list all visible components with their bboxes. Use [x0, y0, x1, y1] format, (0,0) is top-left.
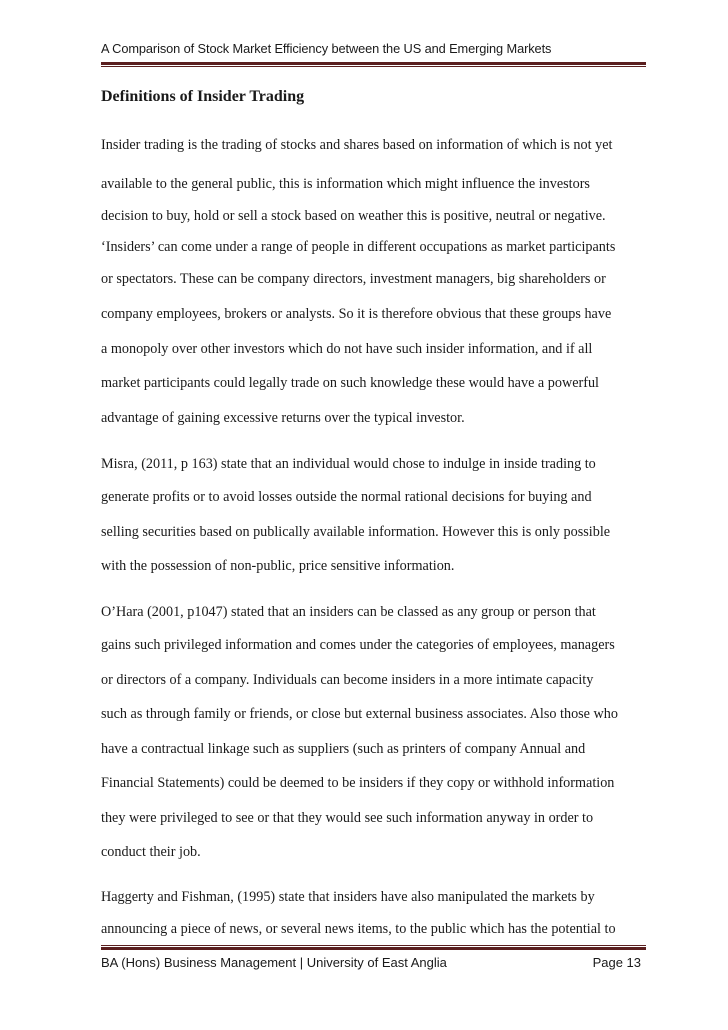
- body-line: Financial Statements) could be deemed to be insiders if they copy or withhold information: [101, 775, 615, 791]
- body-line: or directors of a company. Individuals can become insiders in a more intimate capacity: [101, 672, 594, 688]
- body-line: advantage of gaining excessive returns over the typical investor.: [101, 410, 465, 426]
- body-line: selling securities based on publically available information. However this is only possible: [101, 524, 611, 540]
- body-line: have a contractual linkage such as suppliers (such as printers of company Annual and: [101, 741, 586, 757]
- footer-rule-thin: [101, 945, 646, 946]
- body-line: Misra, (2011, p 163) state that an individual would chose to indulge in inside trading to: [101, 456, 596, 472]
- section-title: Definitions of Insider Trading: [101, 88, 305, 105]
- header-rule-thin: [101, 66, 646, 67]
- body-line: company employees, brokers or analysts. So it is therefore obvious that these groups have: [101, 306, 612, 322]
- body-line: Haggerty and Fishman, (1995) state that insiders have also manipulated the markets by: [101, 889, 595, 905]
- footer-course: BA (Hons) Business Management | University of East Anglia: [101, 955, 447, 970]
- body-line: or spectators. These can be company directors, investment managers, big shareholders or: [101, 271, 606, 287]
- body-line: a monopoly over other investors which do not have such insider information, and if all: [101, 341, 593, 357]
- body-line: gains such privileged information and comes under the categories of employees, managers: [101, 637, 615, 653]
- body-line: announcing a piece of news, or several news items, to the public which has the potential to: [101, 921, 616, 937]
- body-line: Insider trading is the trading of stocks and shares based on information of which is not yet: [101, 137, 613, 153]
- body-line: market participants could legally trade on such knowledge these would have a powerful: [101, 375, 599, 391]
- body-line: generate profits or to avoid losses outside the normal rational decisions for buying and: [101, 489, 592, 505]
- header-rule: [101, 62, 646, 65]
- page-number: Page 13: [592, 955, 641, 970]
- body-line: they were privileged to see or that they would see such information anyway in order to: [101, 810, 594, 826]
- body-line: decision to buy, hold or sell a stock based on weather this is positive, neutral or negative.: [101, 208, 606, 224]
- body-line: such as through family or friends, or close but external business associates. Also those who: [101, 706, 618, 722]
- body-line: available to the general public, this is information which might influence the investors: [101, 176, 590, 192]
- body-line: O’Hara (2001, p1047) stated that an insiders can be classed as any group or person that: [101, 604, 596, 620]
- body-line: ‘Insiders’ can come under a range of people in different occupations as market participants: [101, 239, 616, 255]
- body-line: with the possession of non-public, price sensitive information.: [101, 558, 455, 574]
- running-header: A Comparison of Stock Market Efficiency between the US and Emerging Markets: [101, 41, 552, 56]
- body-line: conduct their job.: [101, 844, 201, 860]
- footer-rule: [101, 947, 646, 950]
